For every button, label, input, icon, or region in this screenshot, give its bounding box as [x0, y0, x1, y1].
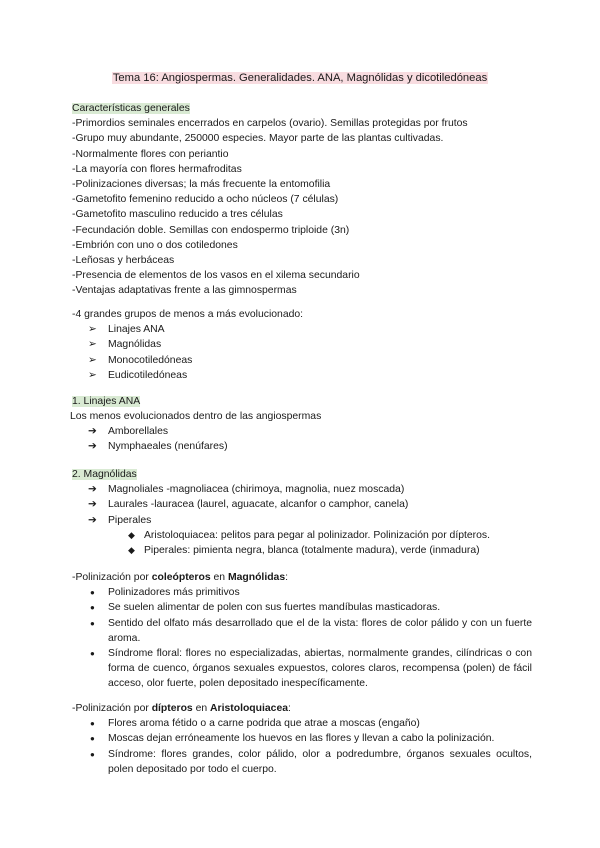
list-item: -Embrión con uno o dos cotiledones [72, 239, 238, 251]
list-item: -Polinizaciones diversas; la más frecuente la entomofilia [72, 179, 331, 191]
list-item: -Fecundación doble. Semillas con endospermo triploide (3n) [72, 224, 350, 236]
list-item: ➔ Nymphaeales (nenúfares) [72, 439, 532, 454]
bullet-icon: ● [90, 719, 95, 729]
arrow-right-icon: ➔ [88, 426, 97, 438]
arrowhead-icon: ➢ [88, 354, 97, 366]
arrow-right-icon: ➔ [88, 484, 97, 496]
heading-ana: 1. Linajes ANA [72, 396, 141, 407]
document-title [0, 71, 600, 86]
arrowhead-icon: ➢ [88, 339, 97, 351]
list-item: ➢ Eudicotiledóneas [72, 368, 532, 383]
bullet-icon: ● [90, 618, 95, 628]
list-item: ● Polinizadores más primitivos [72, 585, 532, 600]
section-dipteros [72, 701, 532, 777]
list-item: ➢ Magnólidas [72, 337, 532, 352]
diamond-icon: ◆ [128, 529, 135, 540]
section-ana [72, 394, 532, 409]
grupos-intro: -4 grandes grupos de menos a más evolucionado: [72, 309, 304, 320]
arrow-right-icon: ➔ [88, 441, 97, 453]
list-item: ● Moscas dejan erróneamente los huevos en las flores y llevan a cabo la polinización. [72, 731, 532, 746]
list-item: ➢ Monocotiledóneas [72, 353, 532, 368]
section-coleopteros [72, 570, 532, 692]
sub-list-item: ◆ Piperales: pimienta negra, blanca (totalmente madura), verde (inmadura) [72, 543, 532, 558]
arrow-right-icon: ➔ [88, 499, 97, 511]
list-item: ➔ Piperales [72, 513, 532, 528]
list-item: ● Síndrome: flores grandes, color pálido, olor a podredumbre, órganos sexuales ocultos, polen depositado por todo el cuerpo. [90, 748, 532, 775]
list-item: ● Síndrome floral: flores no especializadas, abiertas, normalmente grandes, cilíndricas o con forma de cuenco, órganos sexuales expuestos, colores claros, recompensa (polen) de fácil acceso, olor fuerte, polen depositado inespecíficamente. [90, 648, 532, 690]
list-item: -Primordios seminales encerrados en carpelos (ovario). Semillas protegidas por frutos [72, 118, 468, 130]
section-ana-body [72, 409, 532, 455]
heading-magnolidas: 2. Magnólidas [72, 469, 137, 480]
sub-list-item: ◆ Aristoloquiacea: pelitos para pegar al polinizador. Polinización por dípteros. [72, 528, 532, 543]
title-text: Tema 16: Angiospermas. Generalidades. ANA, Magnólidas y dicotiledóneas [112, 72, 488, 84]
list-item: -Normalmente flores con periantio [72, 148, 229, 160]
list-item: -Ventajas adaptativas frente a las gimnospermas [72, 285, 297, 297]
heading-caracteristicas: Características generales [72, 103, 190, 114]
list-item: -Leñosas y herbáceas [72, 255, 175, 267]
list-item: ● Sentido del olfato más desarrollado que el de la vista: flores de color pálido y con un fuerte aroma. [90, 617, 532, 644]
dipteros-heading: -Polinización por dípteros en Aristoloquiacea: [72, 703, 291, 714]
list-item: ● Se suelen alimentar de polen con sus fuertes mandíbulas masticadoras. [72, 600, 532, 615]
list-item: -La mayoría con flores hermafroditas [72, 163, 242, 175]
arrowhead-icon: ➢ [88, 369, 97, 381]
coleopteros-heading: -Polinización por coleópteros en Magnólidas: [72, 572, 288, 583]
bullet-icon: ● [90, 734, 95, 744]
section-grupos [72, 307, 532, 383]
list-item: ● Flores aroma fétido o a carne podrida que atrae a moscas (engaño) [72, 716, 532, 731]
arrowhead-icon: ➢ [88, 324, 97, 336]
section-magnolidas [72, 467, 532, 558]
list-item: ➔ Amborellales [72, 424, 532, 439]
list-item: -Grupo muy abundante, 250000 especies. Mayor parte de las plantas cultivadas. [72, 133, 444, 145]
list-item: -Gametofito masculino reducido a tres células [72, 209, 283, 221]
section-caracteristicas [72, 101, 532, 299]
arrow-right-icon: ➔ [88, 514, 97, 526]
bullet-icon: ● [90, 749, 95, 759]
ana-description: Los menos evolucionados dentro de las angiospermas [70, 411, 322, 422]
bullet-icon: ● [90, 588, 95, 598]
list-item: ➔ Magnoliales -magnoliacea (chirimoya, magnolia, nuez moscada) [72, 482, 532, 497]
list-item: -Presencia de elementos de los vasos en el xilema secundario [72, 270, 360, 282]
bullet-icon: ● [90, 603, 95, 613]
diamond-icon: ◆ [128, 545, 135, 556]
list-item: ➢ Linajes ANA [72, 322, 532, 337]
list-item: -Gametofito femenino reducido a ocho núcleos (7 células) [72, 194, 339, 206]
list-item: ➔ Laurales -lauracea (laurel, aguacate, alcanfor o camphor, canela) [72, 497, 532, 512]
bullet-icon: ● [90, 649, 95, 659]
